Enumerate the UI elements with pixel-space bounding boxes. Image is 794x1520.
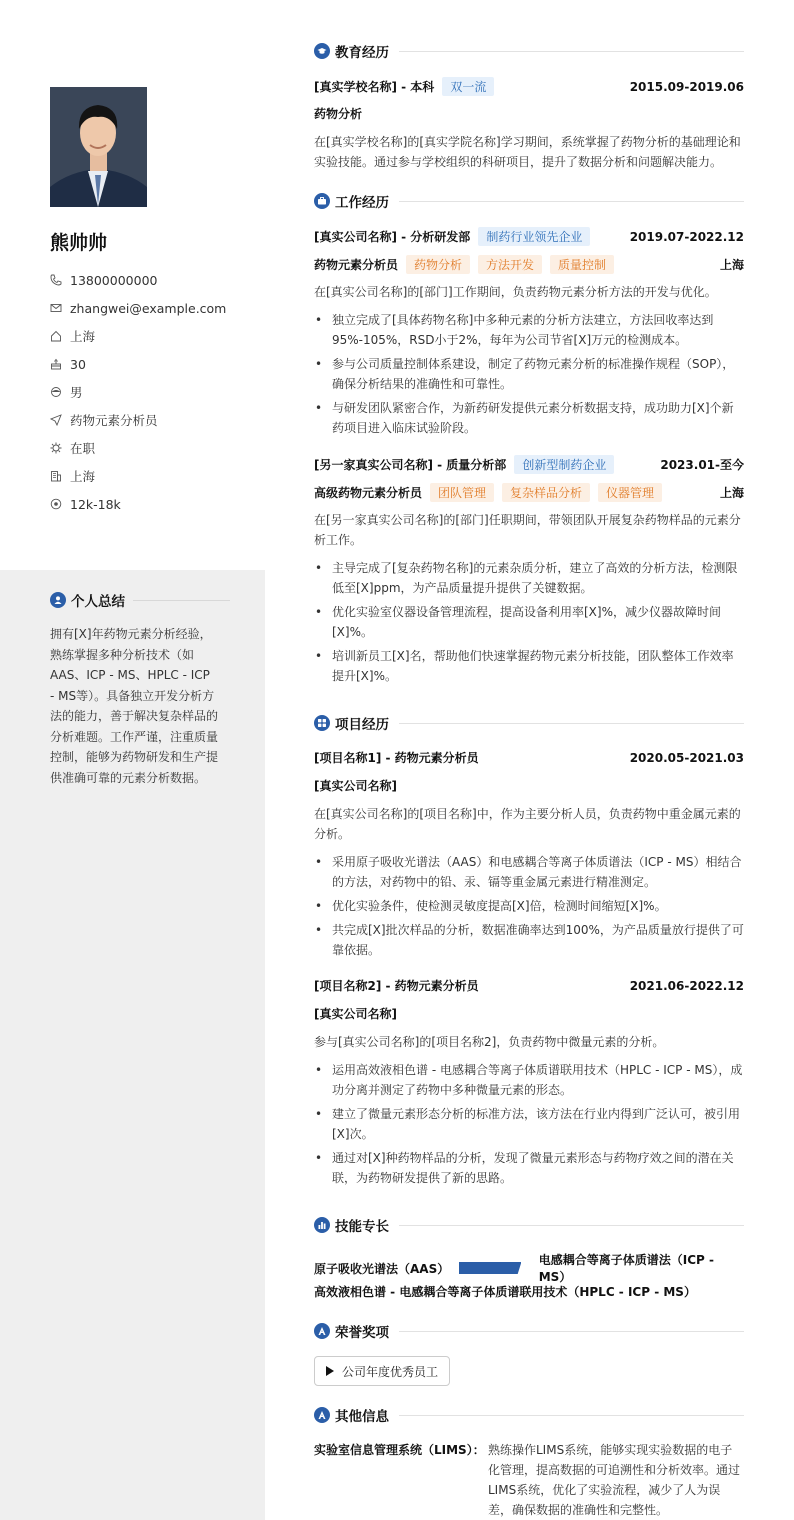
job-1-bullet: • 参与公司质量控制体系建设，制定了药物元素分析的标准操作规程（SOP），确保分析结果的准确性和可靠性。 bbox=[314, 354, 744, 394]
job-1-bullet: • 与研发团队紧密合作，为新药研发提供元素分析数据支持，成功助力[X]个新药项目进入临床试验阶段。 bbox=[314, 398, 744, 438]
send-icon bbox=[50, 414, 62, 426]
skills-row-1 bbox=[314, 1251, 744, 1285]
award-label: 公司年度优秀员工 bbox=[342, 1364, 439, 1379]
major: 药物分析 bbox=[314, 107, 363, 121]
job-period: 2019.07-2022.12 bbox=[629, 229, 744, 244]
work-section-header bbox=[314, 191, 744, 211]
other-label: 实验室信息管理系统（LIMS）： bbox=[314, 1443, 485, 1457]
skill-tag: 方法开发 bbox=[478, 255, 542, 274]
gender-icon bbox=[50, 386, 62, 398]
age-icon bbox=[50, 358, 62, 370]
contact-phone: 13800000000 bbox=[50, 266, 226, 294]
project-period: 2020.05-2021.03 bbox=[629, 750, 744, 765]
other-section-header bbox=[314, 1405, 744, 1425]
divider bbox=[399, 201, 744, 202]
job-period: 2023.01-至今 bbox=[660, 458, 744, 472]
user-icon bbox=[50, 592, 66, 608]
job-2-bullet: • 主导完成了[复杂药物名称]的元素杂质分析，建立了高效的分析方法，检测限低至[X]ppm，为产品质量提升提供了关键数据。 bbox=[314, 558, 744, 598]
summary-title: 个人总结 bbox=[71, 594, 125, 610]
divider bbox=[399, 1225, 744, 1226]
summary-text: 拥有[X]年药物元素分析经验，熟练掌握多种分析技术（如AAS、ICP - MS、HPLC - ICP - MS等）。具备独立开发分析方法的能力，善于解决复杂样品的分析难题。工作严谨，注重质量控制，能够为药物研发和生产提供准确可靠的元素分析数据。 bbox=[50, 627, 219, 785]
contact-age: 30 bbox=[50, 350, 226, 378]
skill-name: 原子吸收光谱法（AAS） bbox=[314, 1261, 450, 1276]
project-1-bullet: • 共完成[X]批次样品的分析，数据准确率达到100%，为产品质量放行提供了可靠依据。 bbox=[314, 920, 744, 960]
work-title: 工作经历 bbox=[335, 195, 389, 211]
skill-tag: 团队管理 bbox=[430, 483, 494, 502]
company-tag: 制药行业领先企业 bbox=[478, 227, 590, 246]
other-text: 熟练操作LIMS系统，能够实现实验数据的电子化管理，提高数据的可追溯性和分析效率。通过LIMS系统，优化了实验流程，减少了人为误差，确保数据的准确性和完整性。 bbox=[488, 1443, 741, 1517]
skill-tag: 药物分析 bbox=[406, 255, 470, 274]
grid-icon bbox=[314, 715, 330, 731]
project-1-bullet: • 优化实验条件，使检测灵敏度提高[X]倍，检测时间缩短[X]%。 bbox=[314, 896, 744, 916]
project-company: [真实公司名称] bbox=[314, 779, 397, 793]
play-icon bbox=[326, 1366, 334, 1376]
job-role: 药物元素分析员 bbox=[314, 258, 399, 272]
job-city: 上海 bbox=[719, 486, 744, 500]
divider bbox=[399, 1331, 744, 1332]
skill-tag: 仪器管理 bbox=[598, 483, 662, 502]
project-2-bullet: • 通过对[X]种药物样品的分析，发现了微量元素形态与药物疗效之间的潜在关联，为药物研发提供了新的思路。 bbox=[314, 1148, 744, 1188]
education-period: 2015.09-2019.06 bbox=[629, 79, 744, 94]
projects-title: 项目经历 bbox=[335, 717, 389, 733]
briefcase-icon bbox=[314, 193, 330, 209]
skill-name: 高效液相色谱 - 电感耦合等离子体质谱联用技术（HPLC - ICP - MS） bbox=[314, 1285, 696, 1299]
project-1-company-row bbox=[314, 777, 744, 794]
job-company: [另一家真实公司名称] - 质量分析部 bbox=[314, 458, 507, 472]
school-tag: 双一流 bbox=[442, 77, 494, 96]
contact-city: 上海 bbox=[50, 462, 226, 490]
job-1-bullet: • 独立完成了[具体药物名称]中多种元素的分析方法建立，方法回收率达到95%-105%，RSD小于2%，每年为公司节省[X]万元的检测成本。 bbox=[314, 310, 744, 350]
info-icon bbox=[314, 1407, 330, 1423]
projects-section-header bbox=[314, 713, 744, 733]
job-city: 上海 bbox=[719, 258, 744, 272]
skill-tag: 质量控制 bbox=[550, 255, 614, 274]
job-2-bullet: • 培训新员工[X]名，帮助他们快速掌握药物元素分析技能，团队整体工作效率提升[X]%。 bbox=[314, 646, 744, 686]
project-company: [真实公司名称] bbox=[314, 1007, 397, 1021]
project-2-bullet: • 建立了微量元素形态分析的标准方法，该方法在行业内得到广泛认可，被引用[X]次。 bbox=[314, 1104, 744, 1144]
job-company: [真实公司名称] - 分析研发部 bbox=[314, 230, 471, 244]
other-title: 其他信息 bbox=[335, 1409, 389, 1425]
project-2-desc: 参与[真实公司名称]的[项目名称2]，负责药物中微量元素的分析。 bbox=[314, 1035, 665, 1049]
job-1-role-row bbox=[314, 255, 744, 274]
company-tag: 创新型制药企业 bbox=[514, 455, 614, 474]
education-row bbox=[314, 77, 744, 96]
job-1-desc: 在[真实公司名称]的[部门]工作期间，负责药物元素分析方法的开发与优化。 bbox=[314, 285, 717, 299]
award-item[interactable] bbox=[314, 1356, 450, 1386]
project-1-header bbox=[314, 749, 744, 766]
contact-location: 上海 bbox=[50, 322, 226, 350]
awards-title: 荣誉奖项 bbox=[335, 1325, 389, 1341]
project-2-bullet: • 运用高效液相色谱 - 电感耦合等离子体质谱联用技术（HPLC - ICP - MS），成功分离并测定了药物中多种微量元素的形态。 bbox=[314, 1060, 744, 1100]
contact-gender: 男 bbox=[50, 378, 226, 406]
skill-level-bar bbox=[459, 1262, 525, 1274]
awards-section-header bbox=[314, 1321, 744, 1341]
divider bbox=[133, 600, 230, 601]
skill-tag: 复杂样品分析 bbox=[502, 483, 590, 502]
project-name: [项目名称2] - 药物元素分析员 bbox=[314, 979, 479, 993]
skill-level-fill bbox=[459, 1262, 522, 1274]
project-2-header bbox=[314, 977, 744, 994]
job-2-header bbox=[314, 455, 744, 474]
divider bbox=[399, 51, 744, 52]
project-period: 2021.06-2022.12 bbox=[629, 978, 744, 993]
home-icon bbox=[50, 330, 62, 342]
summary-section-header bbox=[50, 590, 230, 610]
salary-icon bbox=[50, 498, 62, 510]
education-title: 教育经历 bbox=[335, 45, 389, 61]
contact-position: 药物元素分析员 bbox=[50, 406, 226, 434]
project-2-company-row bbox=[314, 1005, 744, 1022]
contact-email: zhangwei@example.com bbox=[50, 294, 226, 322]
avatar bbox=[50, 87, 147, 207]
education-section-header bbox=[314, 41, 744, 61]
school-name: [真实学校名称] - 本科 bbox=[314, 80, 435, 94]
job-2-desc: 在[另一家真实公司名称]的[部门]任职期间，带领团队开展复杂药物样品的元素分析工作。 bbox=[314, 513, 741, 547]
contact-salary: 12k-18k bbox=[50, 490, 226, 518]
phone-icon bbox=[50, 274, 62, 286]
graduation-cap-icon bbox=[314, 43, 330, 59]
status-icon bbox=[50, 442, 62, 454]
divider bbox=[399, 1415, 744, 1416]
project-1-bullet: • 采用原子吸收光谱法（AAS）和电感耦合等离子体质谱法（ICP - MS）相结合的方法，对药物中的铅、汞、镉等重金属元素进行精准测定。 bbox=[314, 852, 744, 892]
bar-chart-icon bbox=[314, 1217, 330, 1233]
contact-list bbox=[50, 266, 226, 518]
job-role: 高级药物元素分析员 bbox=[314, 486, 423, 500]
skills-row-2 bbox=[314, 1283, 744, 1300]
job-2-role-row bbox=[314, 483, 744, 502]
major-row bbox=[314, 105, 744, 122]
skills-title: 技能专长 bbox=[335, 1219, 389, 1235]
project-1-desc: 在[真实公司名称]的[项目名称]中，作为主要分析人员，负责药物中重金属元素的分析。 bbox=[314, 807, 741, 841]
job-2-bullet: • 优化实验室仪器设备管理流程，提高设备利用率[X]%，减少仪器故障时间[X]%。 bbox=[314, 602, 744, 642]
skill-name: 电感耦合等离子体质谱法（ICP - MS） bbox=[538, 1253, 714, 1284]
skills-section-header bbox=[314, 1215, 744, 1235]
building-icon bbox=[50, 470, 62, 482]
project-name: [项目名称1] - 药物元素分析员 bbox=[314, 751, 479, 765]
job-1-header bbox=[314, 227, 744, 246]
email-icon bbox=[50, 302, 62, 314]
award-icon bbox=[314, 1323, 330, 1339]
candidate-name: 熊帅帅 bbox=[50, 232, 108, 254]
contact-status: 在职 bbox=[50, 434, 226, 462]
education-desc: 在[真实学校名称]的[真实学院名称]学习期间，系统掌握了药物分析的基础理论和实验技能。通过参与学校组织的科研项目，提升了数据分析和问题解决能力。 bbox=[314, 135, 741, 169]
divider bbox=[399, 723, 744, 724]
